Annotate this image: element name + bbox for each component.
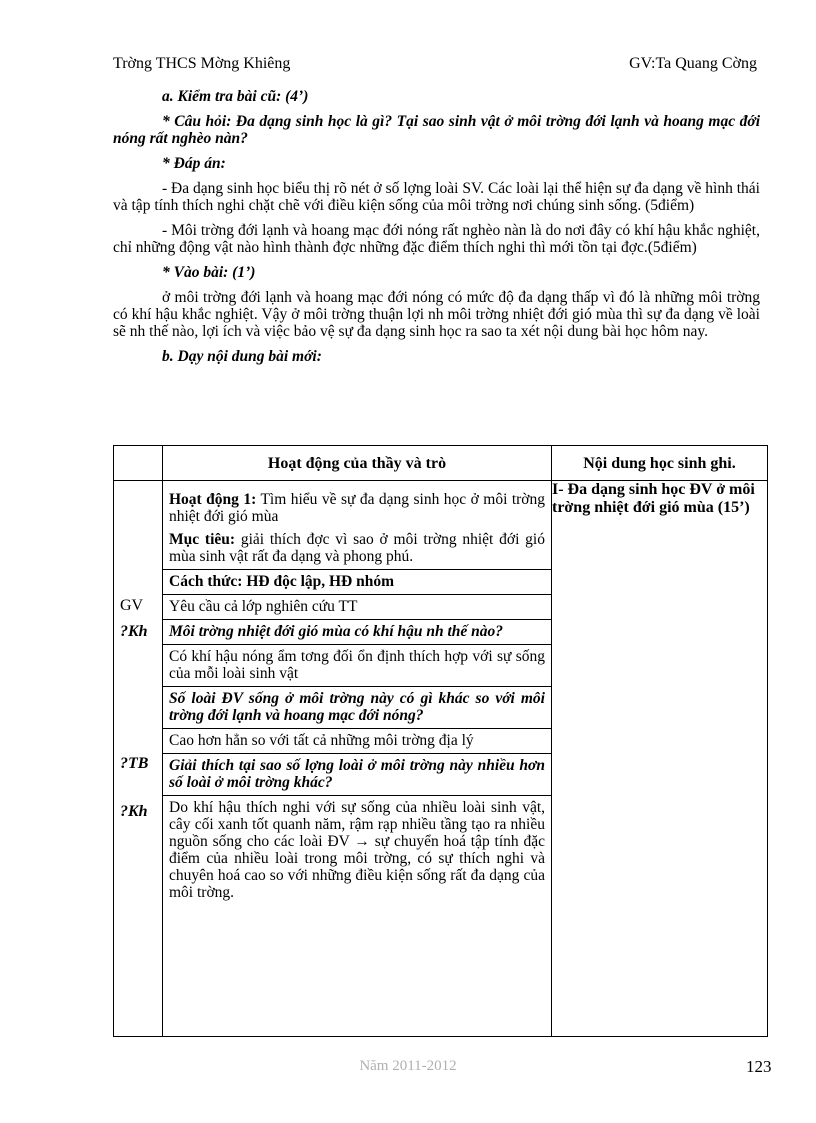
activity-column-header: Hoạt động của thầy và trò	[163, 446, 552, 481]
label-kh-2: ?Kh	[120, 803, 148, 820]
answer-3-part-2: sự chuyển hoá tập tính đặc điểm của nhiều loài trong môi trờng, có sự thích nghi và chuyên hoá cao so với những điều kiện sống rất đa dạng của môi trờng.	[169, 833, 546, 901]
request-row	[163, 595, 551, 620]
notes-cell	[552, 481, 768, 1037]
section-a-heading: a. Kiểm tra bài cũ: (4’)	[162, 88, 309, 105]
teacher-name: GV:Ta Quang Cờng	[629, 55, 757, 72]
arrow-right-icon: →	[354, 833, 370, 850]
section-b-heading: b. Dạy nội dung bài mới:	[162, 348, 322, 365]
footer-year: Năm 2011-2012	[359, 1058, 457, 1074]
review-question: * Câu hỏi: Đa dạng sinh học là gì? Tại sao sinh vật ở môi trờng đới lạnh và hoang mạc đới nóng rất nghèo nàn?	[113, 113, 760, 147]
page-header	[113, 55, 757, 72]
label-tb: ?TB	[120, 755, 149, 772]
activity-1-row	[163, 481, 551, 570]
goal-label: Mục tiêu:	[169, 531, 236, 548]
goal-text: giải thích đợc vì sao ở môi trờng nhiệt đới gió mùa sinh vật rất đa dạng và phong phú.	[169, 531, 545, 565]
lesson-intro	[113, 88, 760, 373]
answer-1-text: Có khí hậu nóng ẩm tơng đối ổn định thích hợp với sự sống của mỗi loài sinh vật	[169, 648, 545, 682]
notes-heading: I- Đa dạng sinh học ĐV ở môi trờng nhiệt đới gió mùa (15’)	[552, 481, 755, 516]
question-3: Giải thích tại sao số lợng loài ở môi trờng này nhiều hơn số loài ở môi trờng khác?	[169, 757, 545, 791]
label-gv: GV	[120, 597, 144, 614]
request-text: Yêu cầu cả lớp nghiên cứu TT	[169, 598, 358, 615]
question-3-row	[163, 754, 551, 796]
notes-column-header: Nội dung học sinh ghi.	[552, 446, 768, 481]
question-2-row	[163, 687, 551, 729]
answer-label: * Đáp án:	[162, 155, 226, 172]
label-kh-1: ?Kh	[120, 623, 148, 640]
answer-1: - Đa dạng sinh học biểu thị rõ nét ở số lợng loài SV. Các loài lại thể hiện sự đa dạng về hình thái và tập tính thích nghi chặt chẽ với điều kiện sống của môi trờng nơi chúng sinh sống. (5điểm)	[113, 180, 760, 214]
activity-1-text: Tìm hiểu về sự đa dạng sinh học ở môi trờng nhiệt đới gió mùa	[169, 491, 545, 525]
question-1: Môi trờng nhiệt đới gió mùa có khí hậu nh thế nào?	[169, 623, 504, 640]
activity-cell	[163, 481, 552, 1037]
answer-2: - Môi trờng đới lạnh và hoang mạc đới nóng rất nghèo nàn là do nơi đây có khí hậu khắc nghiệt, chỉ những động vật nào hình thành đợc những đặc điểm thích nghi thì mới tồn tại đợc.(5điểm)	[113, 222, 760, 256]
question-1-row	[163, 620, 551, 645]
lesson-table	[113, 445, 768, 1037]
label-column-header	[114, 446, 163, 481]
page-number: 123	[746, 1057, 772, 1076]
question-2: Số loài ĐV sống ở môi trờng này có gì khác so với môi trờng đới lạnh và hoang mạc đới nóng?	[169, 690, 545, 724]
answer-2-row	[163, 729, 551, 754]
answer-2-text: Cao hơn hẳn so với tất cả những môi trờng địa lý	[169, 732, 474, 749]
answer-3-row	[163, 796, 551, 905]
method-text: Cách thức: HĐ độc lập, HĐ nhóm	[169, 573, 395, 590]
intro-heading: * Vào bài: (1’)	[162, 264, 256, 281]
answer-3-part-1: Do khí hậu thích nghi với sự sống của nhiều loài sinh vật, cây cối xanh tốt quanh năm, rậm rạp nhiều tầng tạo ra nhiều nguồn sống cho các loài ĐV	[169, 799, 545, 850]
answer-1-row	[163, 645, 551, 687]
activity-1-title: Hoạt động 1:	[169, 491, 257, 508]
school-name: Trờng THCS Mờng Khiêng	[113, 55, 291, 72]
intro-text: ở môi trờng đới lạnh và hoang mạc đới nóng có mức độ đa dạng thấp vì đó là những môi trờng có khí hậu khắc nghiệt. Vậy ở môi trờng thuận lợi nh môi trờng nhiệt đới gió mùa thì sự đa dạng về loài sẽ nh thế nào, lợi ích và việc bảo vệ sự đa dạng sinh học ra sao ta xét nội dung bài học hôm nay.	[113, 289, 760, 340]
role-labels-cell	[114, 481, 163, 1037]
method-row	[163, 570, 551, 595]
